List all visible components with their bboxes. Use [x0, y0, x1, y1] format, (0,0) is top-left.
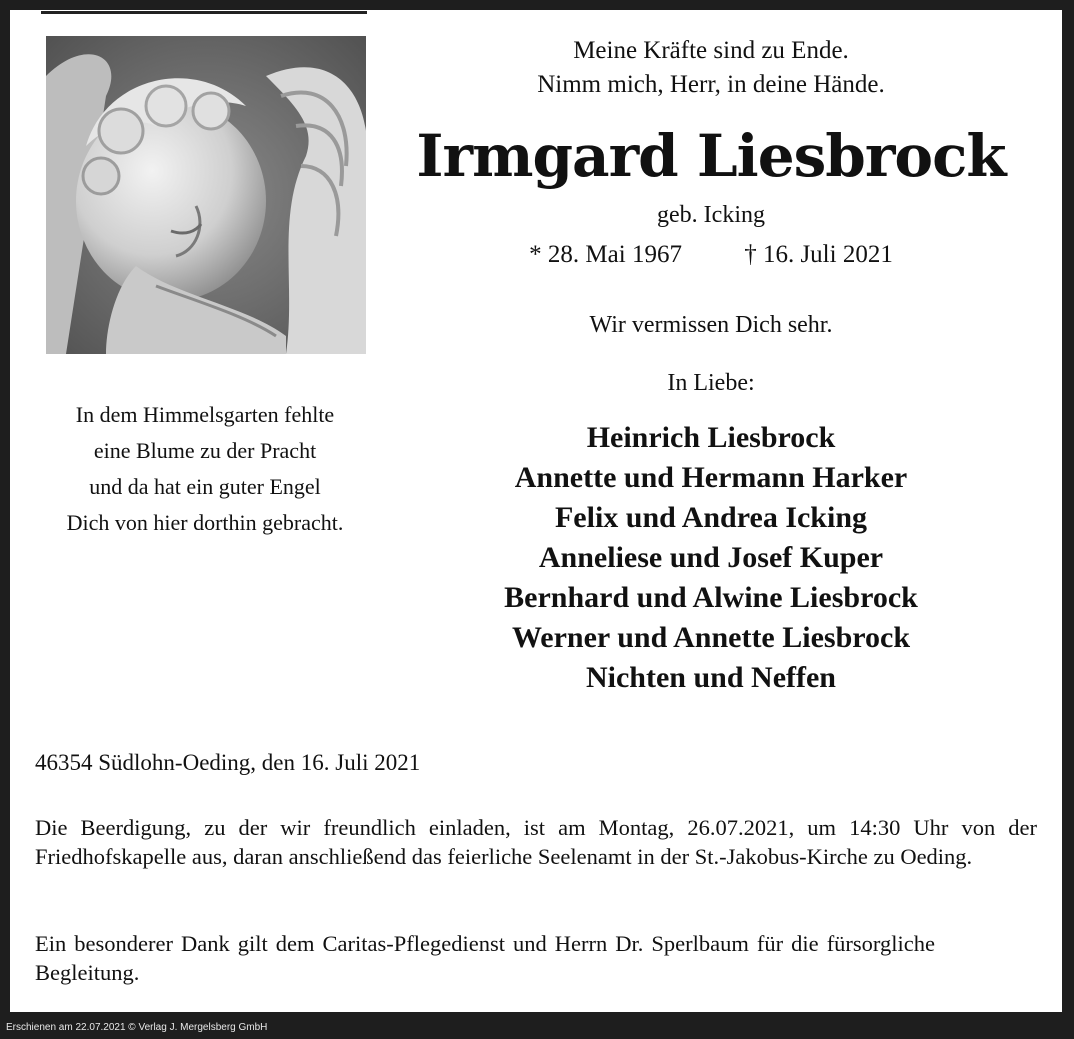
poem-line: eine Blume zu der Pracht — [93, 438, 317, 463]
mourner: Anneliese und Josef Kuper — [538, 541, 884, 574]
mourner: Werner und Annette Liesbrock — [511, 621, 911, 654]
mourner: Felix und Andrea Icking — [554, 501, 868, 534]
poem-line: Dich von hier dorthin gebracht. — [66, 510, 344, 535]
life-dates — [392, 240, 1030, 270]
deceased-name: Irmgard Liesbrock — [416, 122, 1006, 190]
thanks-paragraph: Ein besonderer Dank gilt dem Caritas-Pflegedienst und Herrn Dr. Sperlbaum für die fürsorgliche Begleitung. — [35, 931, 935, 985]
publication-footer: Erschienen am 22.07.2021 © Verlag J. Mergelsberg GmbH — [6, 1022, 268, 1033]
main-column — [392, 30, 1030, 698]
miss-line: Wir vermissen Dich sehr. — [589, 312, 833, 338]
poem-line: und da hat ein guter Engel — [89, 474, 321, 499]
love-line: In Liebe: — [667, 370, 755, 396]
mourner: Annette und Hermann Harker — [514, 461, 908, 494]
mourner: Heinrich Liesbrock — [586, 421, 836, 454]
death-date: † 16. Juli 2021 — [744, 241, 893, 268]
birth-name: geb. Icking — [657, 202, 765, 228]
top-rule — [41, 11, 367, 14]
place-date: 46354 Südlohn-Oeding, den 16. Juli 2021 — [35, 750, 421, 775]
funeral-paragraph: Die Beerdigung, zu der wir freundlich einladen, ist am Montag, 26.07.2021, um 14:30 Uhr von der Friedhofskapelle aus, daran anschließend das feierliche Seelenamt in der St.-Jakobus-Kirche zu Oeding. — [35, 815, 1037, 869]
birth-date: * 28. Mai 1967 — [529, 241, 682, 268]
motto — [392, 34, 1030, 102]
angel-statue-image — [46, 36, 366, 354]
mourners-list — [392, 418, 1030, 698]
motto-line: Nimm mich, Herr, in deine Hände. — [537, 71, 885, 98]
motto-line: Meine Kräfte sind zu Ende. — [573, 37, 849, 64]
mourner: Nichten und Neffen — [585, 661, 836, 694]
mourner: Bernhard und Alwine Liesbrock — [504, 581, 918, 614]
poem-line: In dem Himmelsgarten fehlte — [75, 402, 335, 427]
poem — [20, 397, 390, 541]
